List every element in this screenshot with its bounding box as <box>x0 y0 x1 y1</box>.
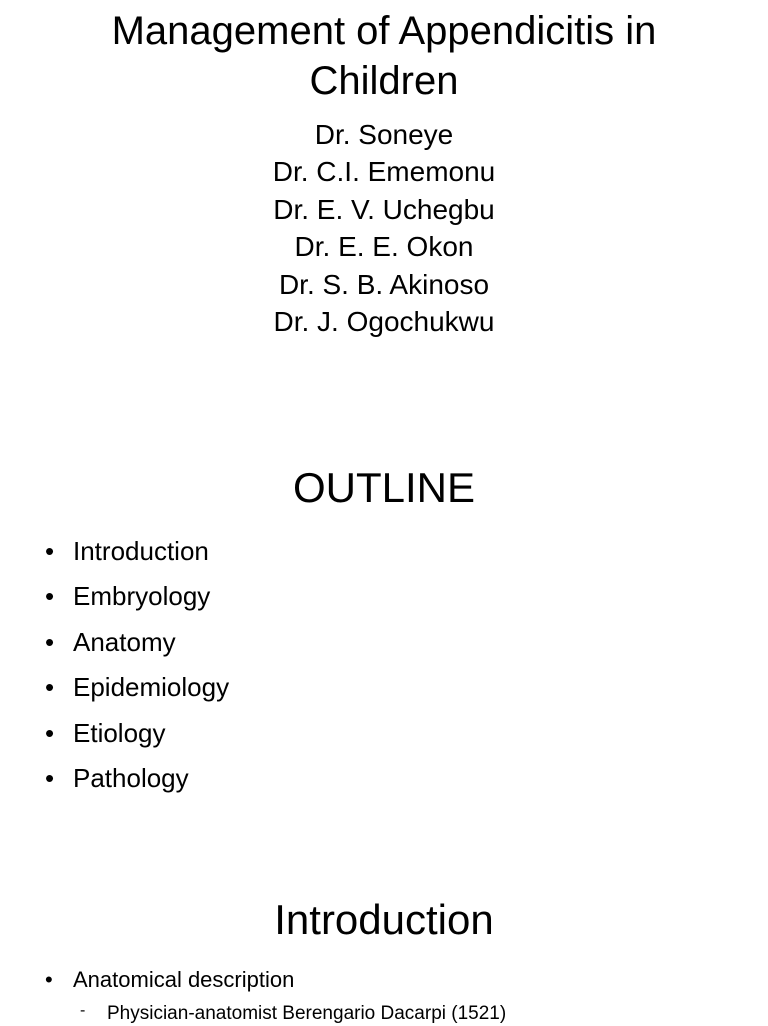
outline-item-label: Pathology <box>73 762 189 793</box>
outline-item-label: Embryology <box>73 581 211 612</box>
dash-icon: - <box>80 1002 86 1019</box>
bullet-icon: • <box>45 717 55 748</box>
outline-item <box>0 581 229 626</box>
outline-item-label: Introduction <box>73 536 209 566</box>
author-name: Dr. Soneye <box>314 119 454 150</box>
bullet-icon: • <box>45 581 55 612</box>
bullet-icon: • <box>45 626 55 657</box>
introduction-list <box>0 966 506 1026</box>
introduction-sub-item <box>0 1002 506 1026</box>
bullet-icon: • <box>45 672 55 703</box>
introduction-item <box>0 966 506 994</box>
introduction-heading: Introduction <box>274 896 494 943</box>
introduction-sub-item-label: Physician-anatomist Berengario Dacarpi (1521) <box>107 1003 507 1024</box>
outline-item <box>0 763 229 808</box>
author-name: Dr. C.I. Ememonu <box>272 156 496 188</box>
bullet-icon: • <box>45 967 53 992</box>
outline-list <box>0 536 229 808</box>
author-name: Dr. E. V. Uchegbu <box>273 193 495 225</box>
outline-item <box>0 718 229 763</box>
outline-item-label: Anatomy <box>73 626 176 657</box>
outline-item-label: Etiology <box>73 717 166 748</box>
author-name: Dr. S. B. Akinoso <box>278 268 490 300</box>
outline-item <box>0 672 229 717</box>
introduction-item-label: Anatomical description <box>73 967 295 992</box>
title-line-2: Children <box>309 59 459 103</box>
bullet-icon: • <box>45 762 55 793</box>
author-name: Dr. J. Ogochukwu <box>273 306 495 338</box>
bullet-icon: • <box>45 536 55 566</box>
outline-item <box>0 536 229 581</box>
outline-item <box>0 627 229 672</box>
title-line-1: Management of Appendicitis in <box>111 9 657 53</box>
outline-item-label: Epidemiology <box>73 672 230 703</box>
author-name: Dr. E. E. Okon <box>294 231 474 263</box>
outline-heading: OUTLINE <box>292 464 476 511</box>
